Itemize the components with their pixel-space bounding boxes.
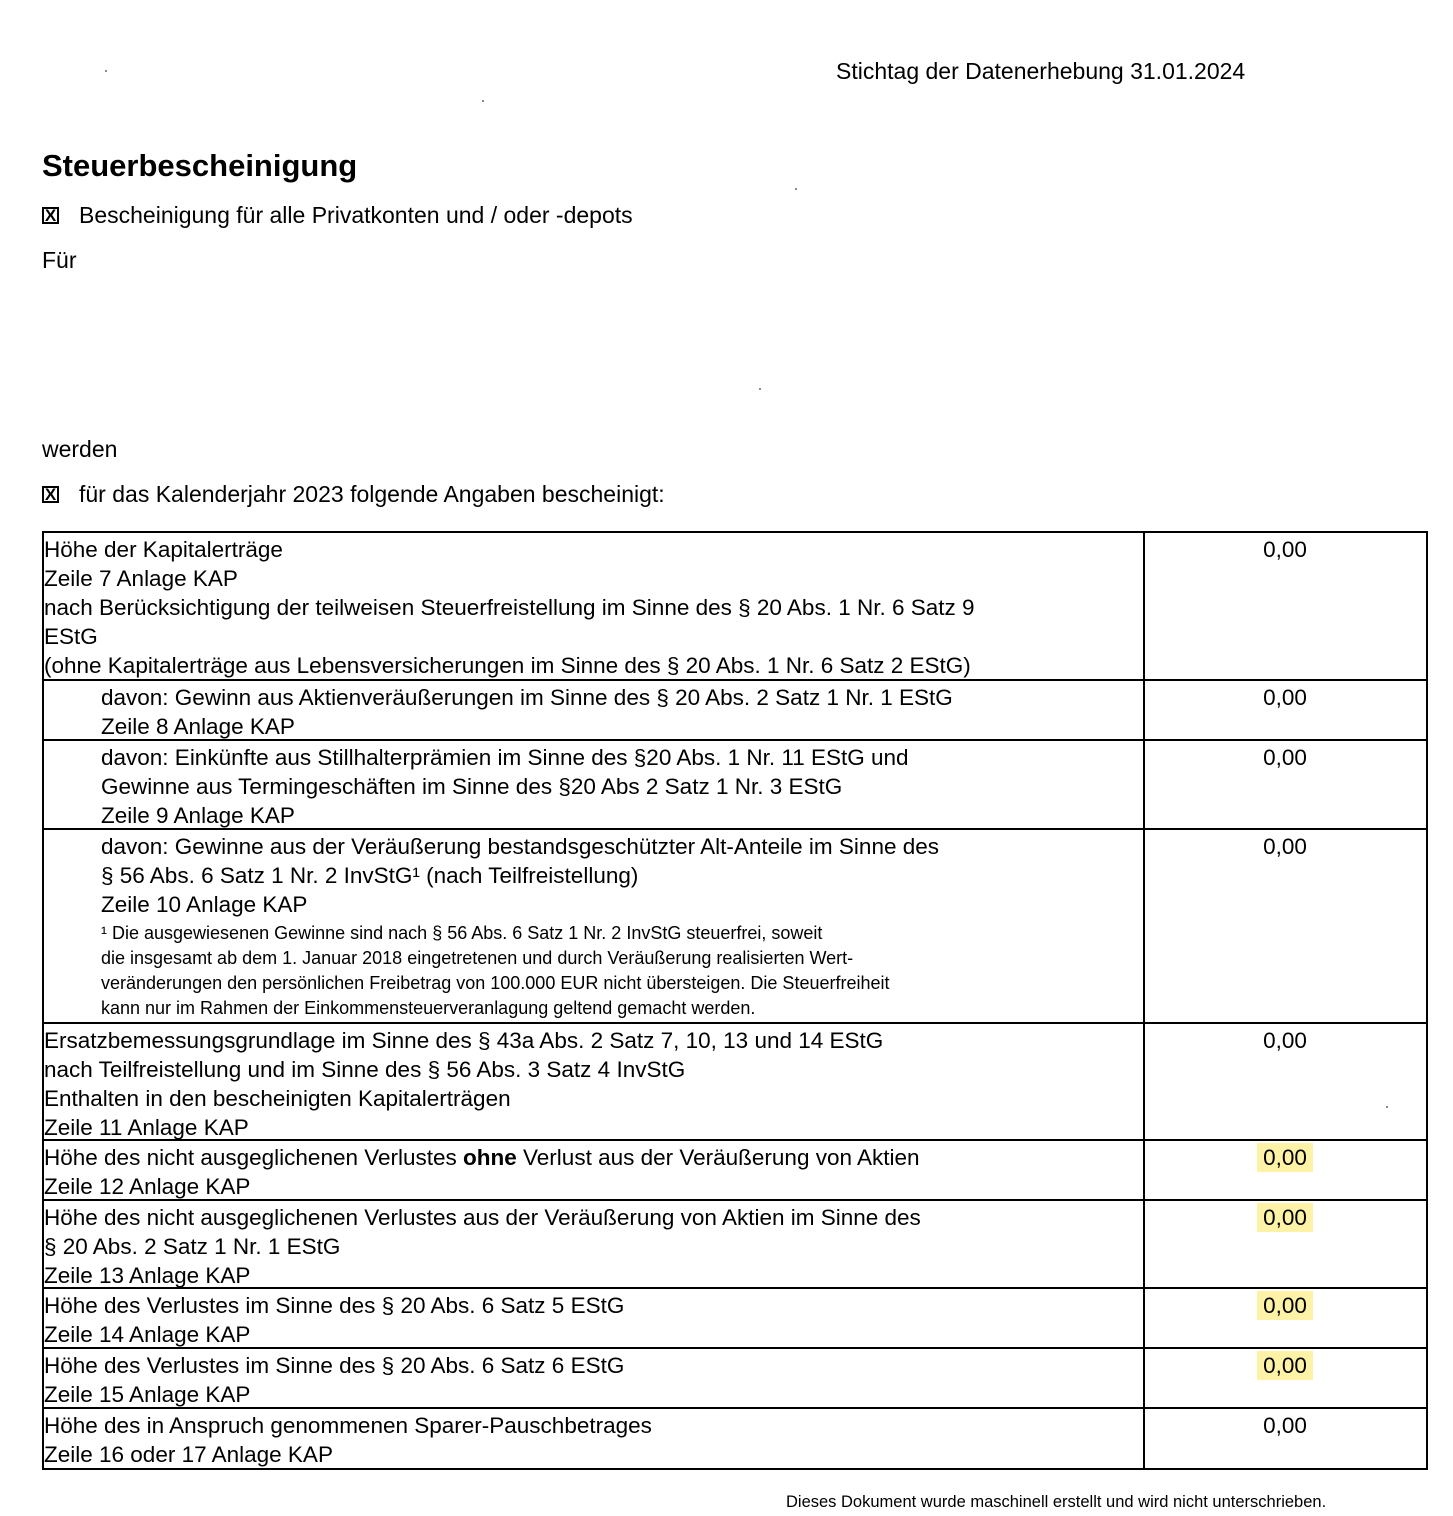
desc-line: Höhe des nicht ausgeglichenen Verlustes aus der Veräußerung von Aktien im Sinne des <box>44 1205 921 1230</box>
desc-line <box>44 1143 1139 1172</box>
row-value <box>1145 832 1425 861</box>
desc-line: (ohne Kapitalerträge aus Lebensversicherungen im Sinne des § 20 Abs. 1 Nr. 6 Satz 2 EStG) <box>44 653 971 678</box>
desc-line: Höhe des in Anspruch genommenen Sparer-Pauschbetrages <box>44 1413 652 1438</box>
checkbox-calendar-year-label: für das Kalenderjahr 2023 folgende Angaben bescheinigt: <box>79 481 665 507</box>
highlighted-value: 0,00 <box>1257 1351 1313 1380</box>
checkbox-private-accounts-row <box>42 202 633 229</box>
row-value <box>1145 1203 1425 1232</box>
desc-line: Zeile 9 Anlage KAP <box>101 803 295 828</box>
desc-line: Zeile 14 Anlage KAP <box>44 1322 251 1347</box>
desc-line: Gewinne aus Termingeschäften im Sinne des §20 Abs 2 Satz 1 Nr. 3 EStG <box>101 774 843 799</box>
checkbox-private-accounts-label: Bescheinigung für alle Privatkonten und / oder -depots <box>79 202 633 228</box>
scan-speck <box>1386 1106 1388 1108</box>
row-description <box>44 1203 1139 1290</box>
footnote-line: veränderungen den persönlichen Freibetrag von 100.000 EUR nicht übersteigen. Die Steuerfreiheit <box>101 973 890 993</box>
value-text: 0,00 <box>1263 1028 1307 1053</box>
row-description <box>101 832 1139 1021</box>
row-description <box>44 1411 1139 1469</box>
desc-text: Verlust aus der Veräußerung von Aktien <box>516 1145 920 1170</box>
row-description <box>44 1143 1139 1201</box>
value-text: 0,00 <box>1263 745 1307 770</box>
value-text: 0,00 <box>1263 834 1307 859</box>
row-value <box>1145 1411 1425 1440</box>
highlighted-value: 0,00 <box>1257 1203 1313 1232</box>
row-description <box>44 1291 1139 1349</box>
table-row-verlust-aktien <box>44 1199 1426 1287</box>
desc-line: davon: Einkünfte aus Stillhalterprämien im Sinne des §20 Abs. 1 Nr. 11 EStG und <box>101 745 909 770</box>
stichtag-date: Stichtag der Datenerhebung 31.01.2024 <box>836 58 1246 84</box>
row-value <box>1145 743 1425 772</box>
desc-line: Zeile 11 Anlage KAP <box>44 1115 249 1140</box>
desc-line: Höhe der Kapitalerträge <box>44 537 283 562</box>
footnote-line: kann nur im Rahmen der Einkommensteuerveranlagung geltend gemacht werden. <box>101 998 756 1018</box>
desc-line: Zeile 16 oder 17 Anlage KAP <box>44 1442 333 1467</box>
werden-label: werden <box>42 436 118 462</box>
desc-line: Zeile 13 Anlage KAP <box>44 1263 251 1288</box>
scan-speck <box>759 388 761 390</box>
document-title: Steuerbescheinigung <box>42 148 358 183</box>
row-description <box>101 683 1139 741</box>
table-row-stillhalter <box>44 739 1426 828</box>
checkbox-calendar-year[interactable]: X <box>42 486 59 503</box>
row-description <box>101 743 1139 830</box>
tax-table <box>42 531 1428 1470</box>
desc-bold-text: ohne <box>463 1145 517 1170</box>
row-value <box>1145 683 1425 712</box>
desc-line: Zeile 10 Anlage KAP <box>101 892 308 917</box>
desc-line: Zeile 8 Anlage KAP <box>101 714 295 739</box>
table-row-verlust-ohne-aktien <box>44 1139 1426 1199</box>
row-value <box>1145 1026 1425 1055</box>
table-row-kapitalertraege <box>44 533 1426 679</box>
row-value <box>1145 1143 1425 1172</box>
highlighted-value: 0,00 <box>1257 1143 1313 1172</box>
table-row-verlust-satz5 <box>44 1287 1426 1347</box>
scan-speck <box>105 70 107 72</box>
desc-line: Zeile 15 Anlage KAP <box>44 1382 251 1407</box>
for-label: Für <box>42 247 77 273</box>
desc-text: Höhe des nicht ausgeglichenen Verlustes <box>44 1145 464 1170</box>
table-row-ersatzbemessung <box>44 1022 1426 1139</box>
desc-line: Höhe des Verlustes im Sinne des § 20 Abs. 6 Satz 6 EStG <box>44 1353 625 1378</box>
checkbox-private-accounts[interactable]: X <box>42 207 59 224</box>
desc-line: davon: Gewinne aus der Veräußerung bestandsgeschützter Alt-Anteile im Sinne des <box>101 834 940 859</box>
scan-speck <box>482 100 484 102</box>
checkbox-calendar-year-row <box>42 481 665 508</box>
table-row-aktienveraeusserung <box>44 679 1426 739</box>
desc-line: Zeile 7 Anlage KAP <box>44 566 238 591</box>
table-row-verlust-satz6 <box>44 1347 1426 1407</box>
row-value <box>1145 1351 1425 1380</box>
value-text: 0,00 <box>1263 1413 1307 1438</box>
desc-line: § 20 Abs. 2 Satz 1 Nr. 1 EStG <box>44 1234 341 1259</box>
value-text: 0,00 <box>1263 685 1307 710</box>
row-value <box>1145 535 1425 564</box>
desc-line: § 56 Abs. 6 Satz 1 Nr. 2 InvStG¹ (nach Teilfreistellung) <box>101 863 639 888</box>
desc-line: nach Teilfreistellung und im Sinne des § 56 Abs. 3 Satz 4 InvStG <box>44 1057 686 1082</box>
desc-line: davon: Gewinn aus Aktienveräußerungen im Sinne des § 20 Abs. 2 Satz 1 Nr. 1 EStG <box>101 685 953 710</box>
desc-line: nach Berücksichtigung der teilweisen Steuerfreistellung im Sinne des § 20 Abs. 1 Nr. 6 Satz 9 <box>44 595 975 620</box>
row-description <box>44 535 1139 680</box>
scan-speck <box>795 188 797 190</box>
desc-line: Höhe des Verlustes im Sinne des § 20 Abs. 6 Satz 5 EStG <box>44 1293 625 1318</box>
desc-line: Zeile 12 Anlage KAP <box>44 1174 251 1199</box>
highlighted-value: 0,00 <box>1257 1291 1313 1320</box>
table-row-sparer-pauschbetrag <box>44 1407 1426 1468</box>
footnote <box>101 921 1139 1021</box>
footnote-line: die insgesamt ab dem 1. Januar 2018 eingetretenen und durch Veräußerung realisierten Wert- <box>101 948 854 968</box>
table-row-alt-anteile <box>44 828 1426 1022</box>
footnote-line: ¹ Die ausgewiesenen Gewinne sind nach § 56 Abs. 6 Satz 1 Nr. 2 InvStG steuerfrei, soweit <box>101 923 823 943</box>
footer-note: Dieses Dokument wurde maschinell erstellt und wird nicht unterschrieben. <box>786 1493 1327 1511</box>
desc-line: EStG <box>44 624 98 649</box>
row-description <box>44 1351 1139 1409</box>
row-value <box>1145 1291 1425 1320</box>
desc-line: Ersatzbemessungsgrundlage im Sinne des § 43a Abs. 2 Satz 7, 10, 13 und 14 EStG <box>44 1028 884 1053</box>
row-description <box>44 1026 1139 1142</box>
desc-line: Enthalten in den bescheinigten Kapitalerträgen <box>44 1086 511 1111</box>
value-text: 0,00 <box>1263 537 1307 562</box>
